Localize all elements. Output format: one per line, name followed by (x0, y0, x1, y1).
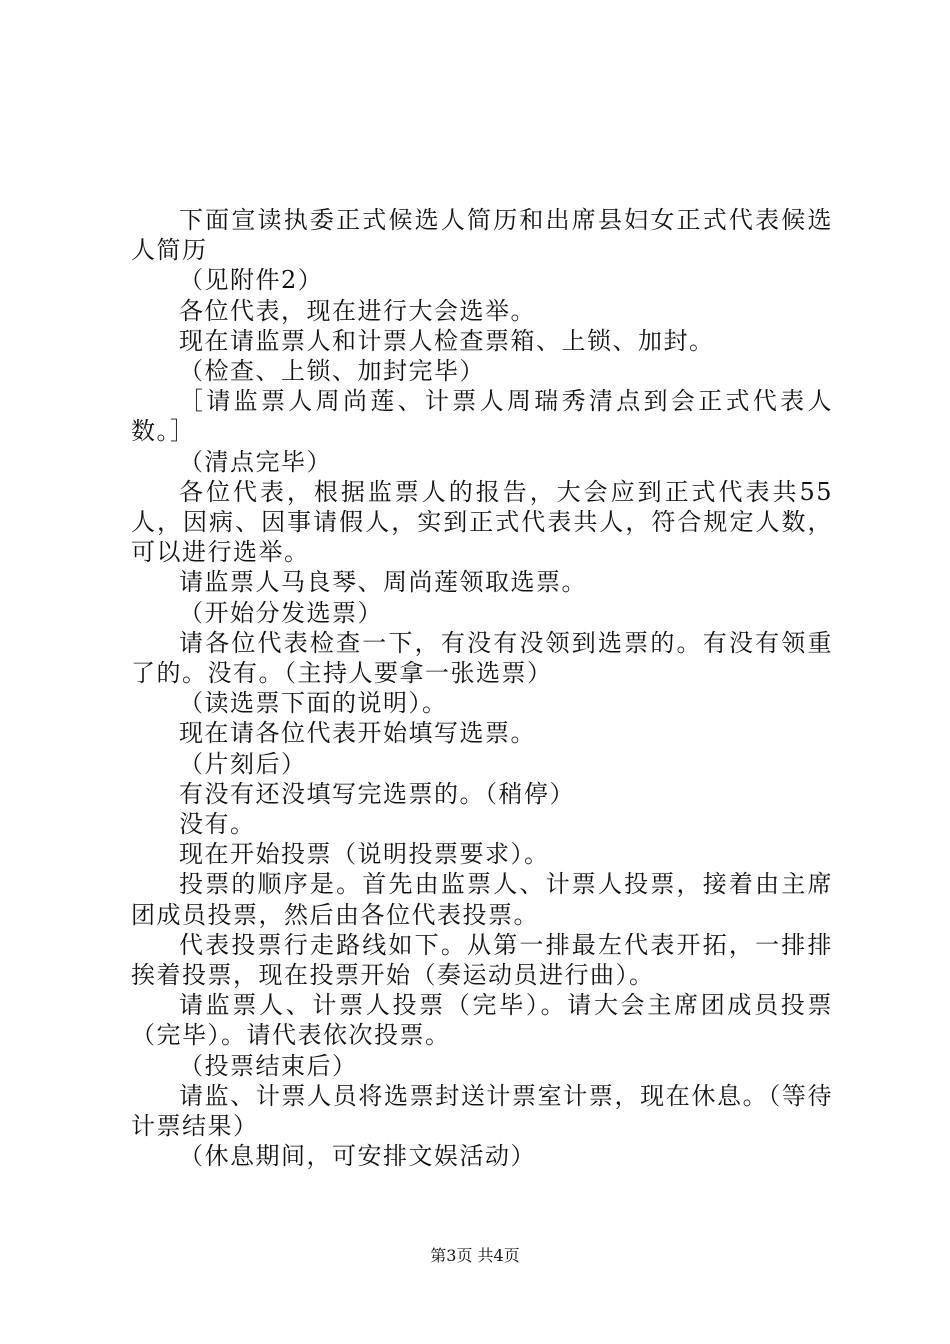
page-number: 第3页 共4页 (430, 1246, 520, 1265)
paragraph: 请各位代表检查一下，有没有没领到选票的。有没有领重了的。没有。（主持人要拿一张选票） (131, 628, 833, 688)
paragraph: 请监、计票人员将选票封送计票室计票，现在休息。（等待计票结果） (131, 1081, 833, 1141)
paragraph: 投票的顺序是。首先由监票人、计票人投票，接着由主席团成员投票，然后由各位代表投票。 (131, 870, 833, 929)
paragraph: 请监票人、计票人投票（完毕）。请大会主席团成员投票（完毕）。请代表依次投票。 (131, 991, 833, 1050)
page-footer (0, 1243, 950, 1266)
paragraph: 现在开始投票（说明投票要求）。 (179, 840, 550, 869)
paragraph: （读选票下面的说明）。 (179, 689, 448, 718)
paragraph: 代表投票行走路线如下。从第一排最左代表开拓，一排排挨着投票，现在投票开始（奏运动员进行曲）。 (131, 930, 833, 990)
paragraph: （开始分发选票） (179, 598, 383, 627)
paragraph: 各位代表，现在进行大会选举。 (179, 296, 536, 325)
paragraph: 现在请各位代表开始填写选票。 (179, 719, 536, 748)
paragraph: （检查、上锁、加封完毕） (179, 357, 485, 386)
paragraph: （休息期间，可安排文娱活动） (179, 1142, 536, 1171)
paragraph: （投票结束后） (179, 1051, 358, 1080)
paragraph: （见附件2） (179, 266, 324, 295)
paragraph: 没有。 (179, 810, 256, 839)
paragraph: （片刻后） (179, 749, 307, 778)
paragraph: 现在请监票人和计票人检查票箱、上锁、加封。 (179, 326, 715, 355)
paragraph: 请监票人马良琴、周尚莲领取选票。 (179, 568, 587, 597)
paragraph: 各位代表，根据监票人的报告，大会应到正式代表共55人，因病、因事请假人，实到正式代表共人，符合规定人数，可以进行选举。 (131, 477, 833, 567)
document-body (131, 205, 833, 1172)
paragraph: （清点完毕） (179, 447, 332, 476)
paragraph: 有没有还没填写完选票的。（稍停） (179, 779, 575, 808)
paragraph: ［请监票人周尚莲、计票人周瑞秀清点到会正式代表人数。］ (131, 387, 833, 446)
paragraph: 下面宣读执委正式候选人简历和出席县妇女正式代表候选人简历 (131, 206, 833, 265)
